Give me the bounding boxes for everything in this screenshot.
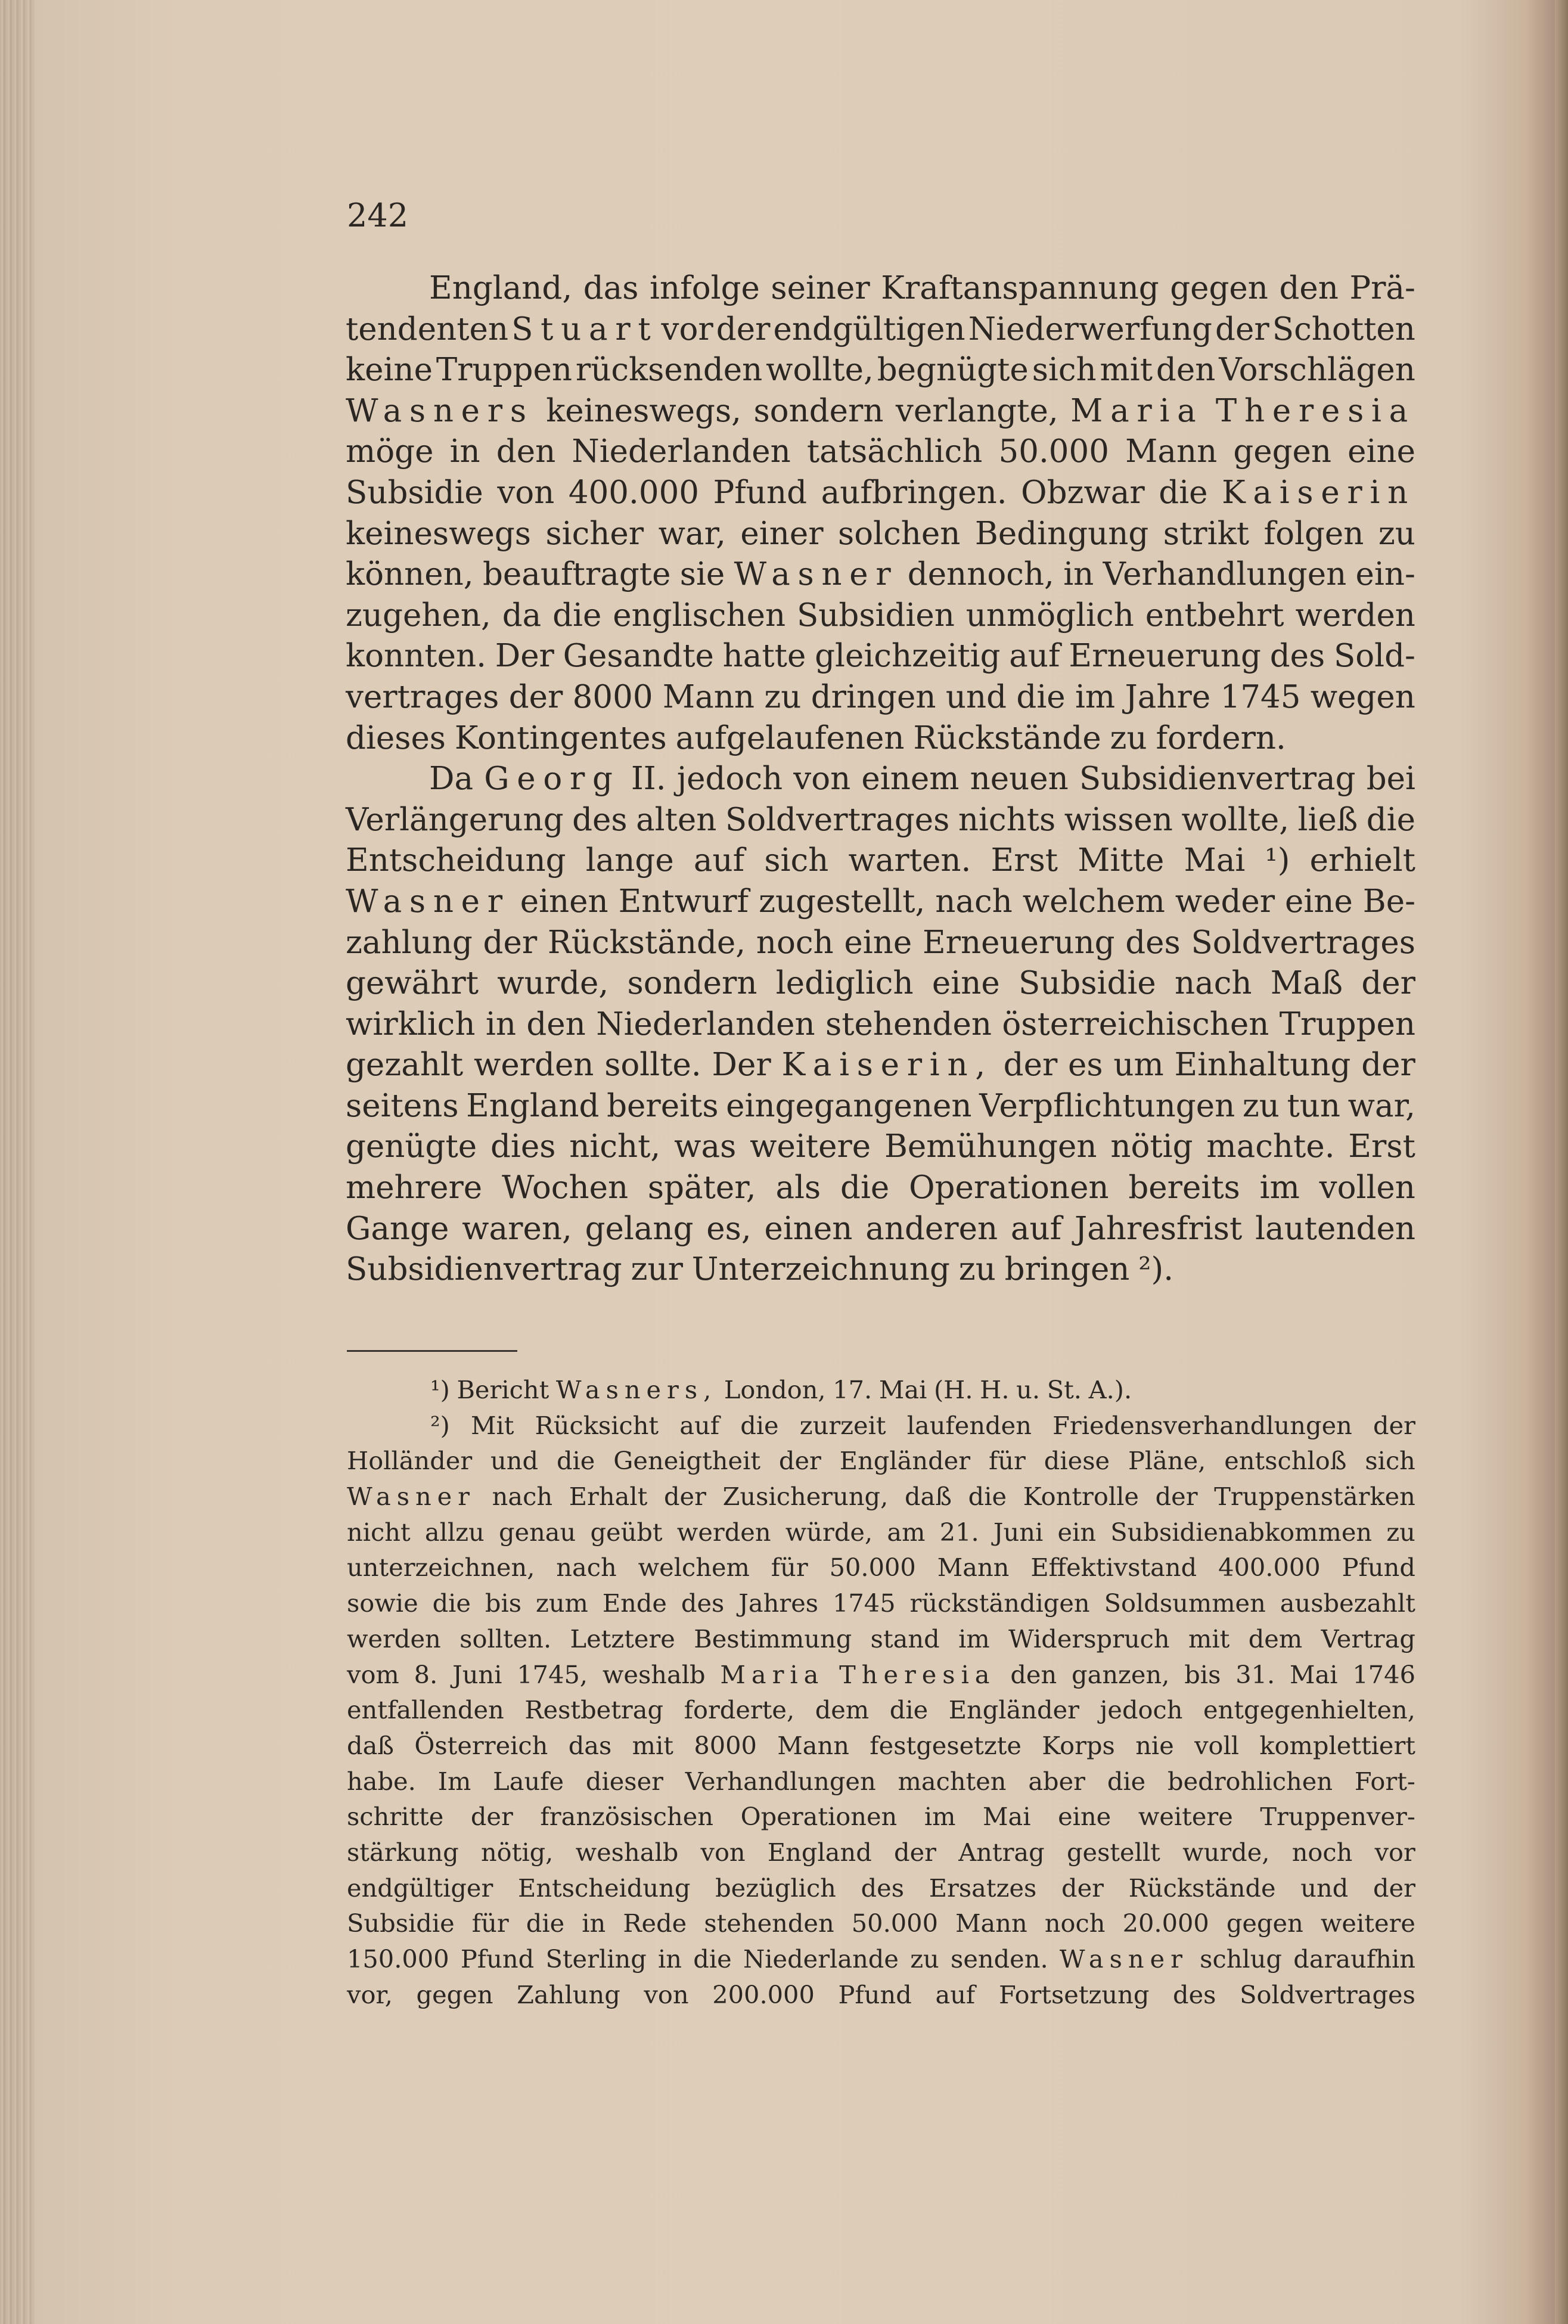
body-text-line: zugehen, da die englischen Subsidien unmöglich entbehrt werden — [346, 597, 1415, 634]
page-number: 242 — [347, 197, 409, 234]
body-text-line: tendenten Stuart vor der endgültigen Niederwerfung der Schotten — [346, 311, 1415, 347]
body-text-line: Subsidienvertrag zur Unterzeichnung zu bringen ²). — [346, 1251, 1174, 1288]
footnote-line: Subsidie für die in Rede stehenden 50.000 Mann noch 20.000 gegen weitere — [347, 1909, 1415, 1938]
footnote-line: sowie die bis zum Ende des Jahres 1745 rückständigen Soldsummen ausbezahlt — [347, 1588, 1415, 1618]
body-text-line: Wasner einen Entwurf zugestellt, nach welchem weder eine Be- — [346, 883, 1415, 920]
body-text-line: gewährt wurde, sondern lediglich eine Subsidie nach Maß der — [346, 965, 1415, 1002]
body-text-line: Verlängerung des alten Soldvertrages nichts wissen wollte, ließ die — [346, 801, 1415, 838]
footnote-line: schritte der französischen Operationen im Mai eine weitere Truppenver- — [347, 1802, 1415, 1832]
body-text-line: keine Truppen rücksenden wollte, begnügte sich mit den Vorschlägen — [346, 352, 1415, 389]
footnote-line: stärkung nötig, weshalb von England der Antrag gestellt wurde, noch vor — [347, 1837, 1415, 1867]
page-right-shadow — [1555, 0, 1568, 2324]
footnote-line: 150.000 Pfund Sterling in die Niederlande zu senden. Wasner schlug daraufhin — [347, 1944, 1415, 1974]
body-text-line: Da Georg II. jedoch von einem neuen Subsidienvertrag bei — [429, 761, 1415, 798]
body-text-line: gezahlt werden sollte. Der Kaiserin, der es um Einhaltung der — [346, 1047, 1415, 1084]
body-text-line: konnten. Der Gesandte hatte gleichzeitig auf Erneuerung des Sold- — [346, 638, 1415, 675]
body-text-line: Gange waren, gelang es, einen anderen auf Jahresfrist lautenden — [346, 1210, 1415, 1247]
body-text-line: Entscheidung lange auf sich warten. Erst Mitte Mai ¹) erhielt — [346, 842, 1415, 879]
body-text-line: England, das infolge seiner Kraftanspannung gegen den Prä- — [429, 270, 1415, 306]
body-text-line: dieses Kontingentes aufgelaufenen Rückstände zu fordern. — [346, 719, 1286, 756]
footnote-line: entfallenden Restbetrag forderte, dem die Engländer jedoch entgegenhielten, — [347, 1695, 1415, 1725]
page-stack-left-edge — [0, 0, 35, 2324]
footnote-line: vor, gegen Zahlung von 200.000 Pfund auf Fortsetzung des Soldvertrages — [347, 1979, 1415, 2009]
footnote-line: Wasner nach Erhalt der Zusicherung, daß die Kontrolle der Truppenstärken — [347, 1482, 1415, 1512]
body-text — [346, 268, 1415, 1290]
footnote-line: habe. Im Laufe dieser Verhandlungen machten aber die bedrohlichen Fort- — [347, 1766, 1415, 1796]
footnote-line: ¹) Bericht Wasners, London, 17. Mai (H. H. u. St. A.). — [430, 1375, 1132, 1404]
footnote-line: nicht allzu genau geübt werden würde, am 21. Juni ein Subsidienabkommen zu — [347, 1517, 1415, 1547]
footnote-line: daß Österreich das mit 8000 Mann festgesetzte Korps nie voll komplettiert — [347, 1730, 1415, 1760]
footnote-line: Holländer und die Geneigtheit der Engländer für diese Pläne, entschloß sich — [347, 1446, 1415, 1476]
footnote-line: werden sollten. Letztere Bestimmung stand im Widerspruch mit dem Vertrag — [347, 1624, 1415, 1653]
body-text-line: genügte dies nicht, was weitere Bemühungen nötig machte. Erst — [346, 1128, 1415, 1165]
body-text-line: wirklich in den Niederlanden stehenden österreichischen Truppen — [346, 1006, 1415, 1042]
body-text-line: vertrages der 8000 Mann zu dringen und die im Jahre 1745 wegen — [346, 678, 1415, 715]
body-text-line: Subsidie von 400.000 Pfund aufbringen. Obzwar die Kaiserin — [346, 474, 1415, 511]
body-text-line: können, beauftragte sie Wasner dennoch, in Verhandlungen ein- — [346, 556, 1415, 593]
footnote-separator-rule — [347, 1350, 517, 1352]
body-text-line: keineswegs sicher war, einer solchen Bedingung strikt folgen zu — [346, 515, 1415, 552]
footnote-line: endgültiger Entscheidung bezüglich des Ersatzes der Rückstände und der — [347, 1873, 1415, 1903]
body-text-line: Wasners keineswegs, sondern verlangte, Maria Theresia — [346, 392, 1415, 429]
footnotes — [347, 1372, 1415, 2012]
footnote-line: ²) Mit Rücksicht auf die zurzeit laufenden Friedensverhandlungen der — [430, 1410, 1415, 1440]
footnote-line: unterzeichnen, nach welchem für 50.000 Mann Effektivstand 400.000 Pfund — [347, 1553, 1415, 1583]
body-text-line: zahlung der Rückstände, noch eine Erneuerung des Soldvertrages — [346, 924, 1415, 961]
body-text-line: möge in den Niederlanden tatsächlich 50.000 Mann gegen eine — [346, 433, 1415, 470]
body-text-line: seitens England bereits eingegangenen Verpflichtungen zu tun war, — [346, 1087, 1415, 1124]
footnote-line: vom 8. Juni 1745, weshalb Maria Theresia den ganzen, bis 31. Mai 1746 — [347, 1659, 1415, 1689]
body-text-line: mehrere Wochen später, als die Operationen bereits im vollen — [346, 1169, 1415, 1206]
